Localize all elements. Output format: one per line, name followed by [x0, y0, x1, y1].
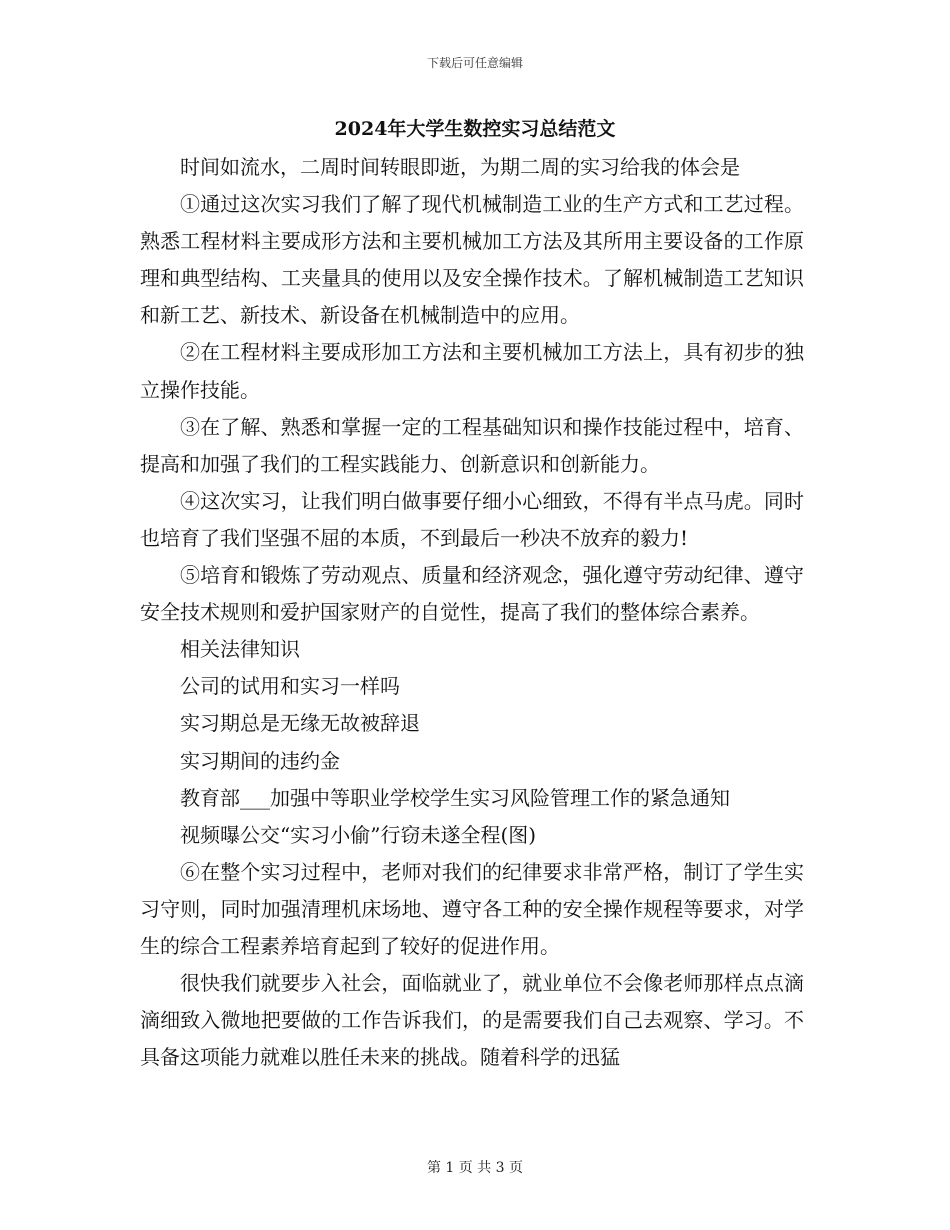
related-law-heading: 相关法律知识	[180, 637, 300, 662]
download-edit-note: 下载后可任意编辑	[426, 56, 523, 70]
paragraph-point-1: ①通过这次实习我们了解了现代机械制造工业的生产方式和工艺过程。熟悉工程材料主要成形方法和主要机械加工方法及其所用主要设备的工作原理和典型结构、工夹量具的使用以及安全操作技术。了解机械制造工艺知识和新工艺、新技术、新设备在机械制造中的应用。	[140, 192, 804, 328]
page-number: 第 1 页 共 3 页	[426, 1160, 524, 1176]
paragraph-closing: 很快我们就要步入社会，面临就业了，就业单位不会像老师那样点点滴滴细致入微地把要做的工作告诉我们，的是需要我们自己去观察、学习。不具备这项能力就难以胜任未来的挑战。随着科学的迅猛	[140, 971, 804, 1070]
paragraph-point-2: ②在工程材料主要成形加工方法和主要机械加工方法上，具有初步的独立操作技能。	[140, 340, 804, 402]
related-item-2: 实习期总是无缘无故被辞退	[180, 711, 420, 736]
paragraph-intro: 时间如流水，二周时间转眼即逝，为期二周的实习给我的体会是	[180, 155, 740, 179]
related-item-5: 视频曝公交“实习小偷”行窃未遂全程(图)	[180, 822, 537, 847]
related-item-1: 公司的试用和实习一样吗	[180, 674, 400, 699]
paragraph-point-4: ④这次实习，让我们明白做事要仔细小心细致，不得有半点马虎。同时也培育了我们坚强不屈的本质，不到最后一秒决不放弃的毅力!	[140, 488, 804, 550]
related-item-4: 教育部___加强中等职业学校学生实习风险管理工作的紧急通知	[180, 785, 730, 810]
paragraph-point-5: ⑤培育和锻炼了劳动观点、质量和经济观念，强化遵守劳动纪律、遵守安全技术规则和爱护国家财产的自觉性，提高了我们的整体综合素养。	[140, 563, 804, 625]
document-body	[140, 149, 804, 1076]
paragraph-point-6: ⑥在整个实习过程中，老师对我们的纪律要求非常严格，制订了学生实习守则，同时加强清理机床场地、遵守各工种的安全操作规程等要求，对学生的综合工程素养培育起到了较好的促进作用。	[140, 859, 804, 958]
related-item-3: 实习期间的违约金	[180, 748, 340, 773]
document-title: 2024年大学生数控实习总结范文	[334, 118, 616, 140]
paragraph-point-3: ③在了解、熟悉和掌握一定的工程基础知识和操作技能过程中，培育、提高和加强了我们的工程实践能力、创新意识和创新能力。	[140, 414, 804, 476]
